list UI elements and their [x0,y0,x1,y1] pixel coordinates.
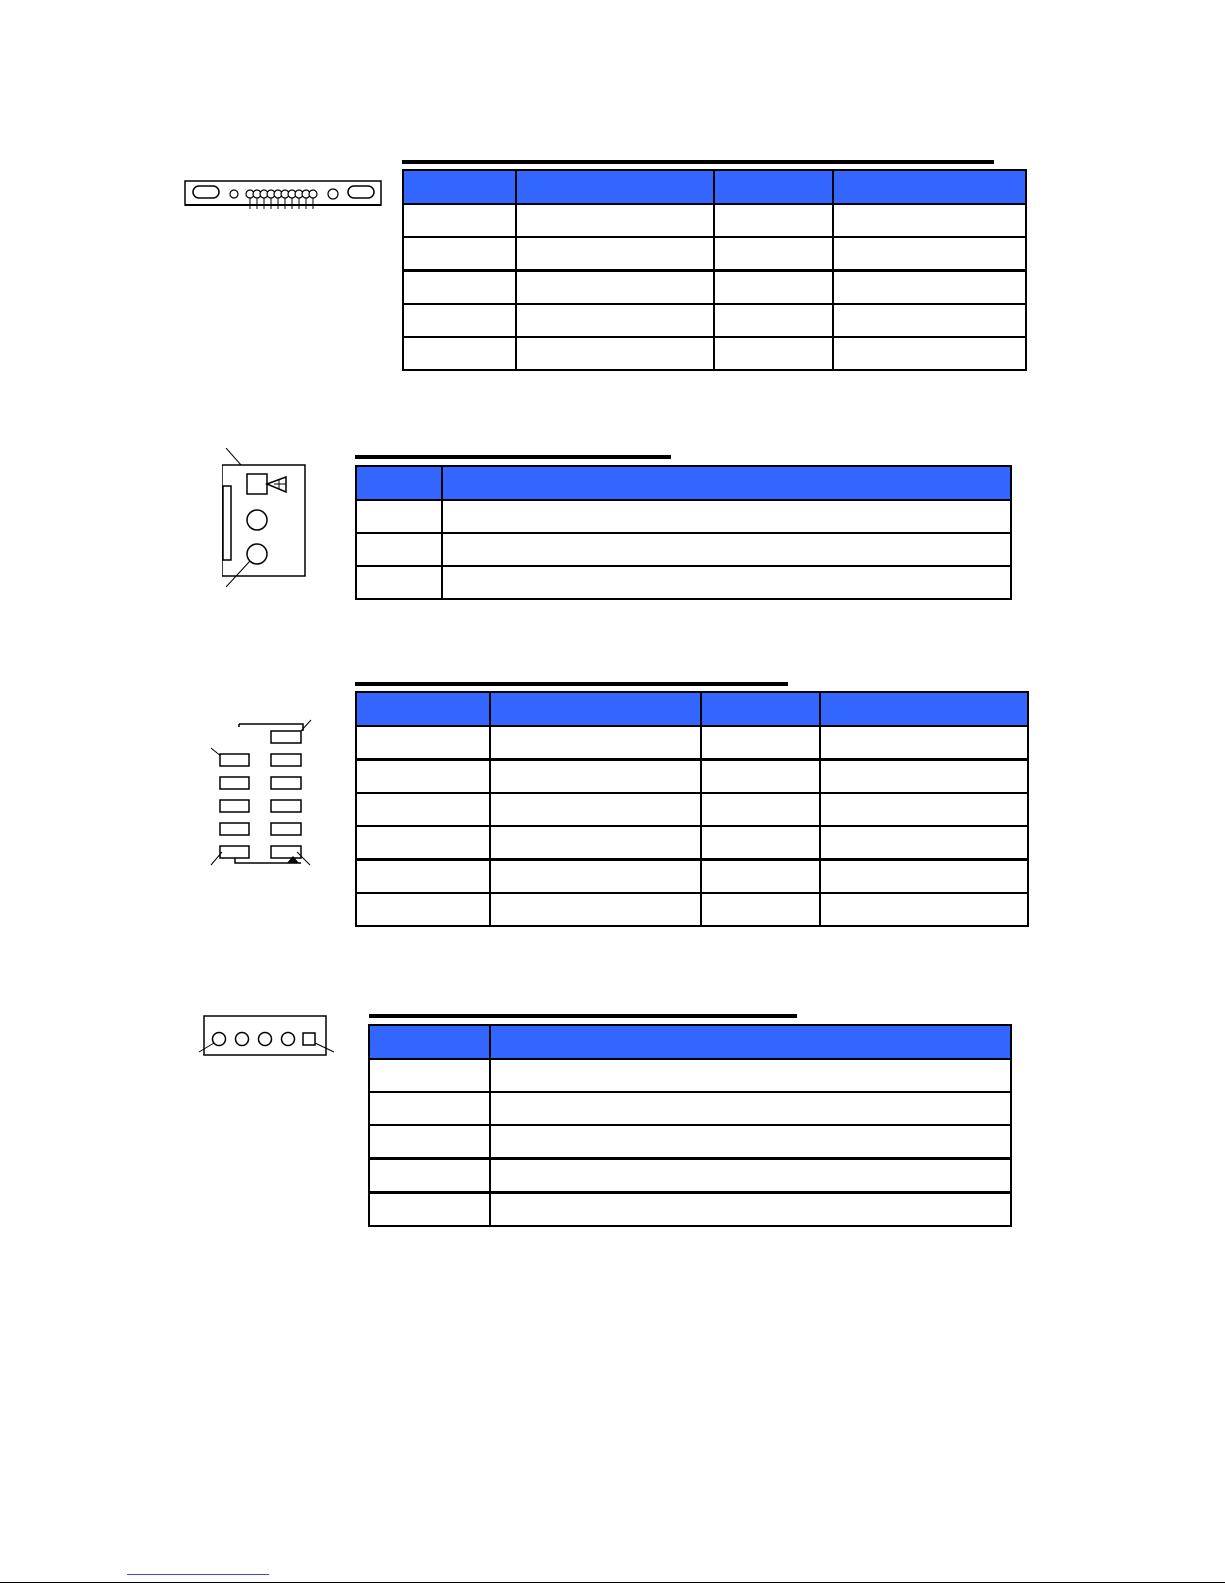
table-cell [490,1159,1011,1193]
table-row [369,1059,1011,1092]
table-cell [369,1159,490,1193]
footer-link-underline[interactable] [127,1574,269,1575]
section-4-title-rule [369,1014,797,1018]
header-cell [369,1025,490,1059]
footer-rule [0,1582,1225,1583]
header-cell [490,1025,1011,1059]
table-row [369,1092,1011,1125]
pin-table-4 [368,1024,1012,1227]
table-row [369,1193,1011,1227]
table-cell [490,1059,1011,1092]
table-cell [369,1092,490,1125]
table-header-row [369,1025,1011,1059]
table-cell [490,1193,1011,1227]
table-cell [490,1092,1011,1125]
table-cell [369,1059,490,1092]
table-cell [490,1125,1011,1159]
table-cell [369,1193,490,1227]
table-row [369,1159,1011,1193]
five-pin-header-diagram [196,1012,338,1058]
table-row [369,1125,1011,1159]
table-cell [369,1125,490,1159]
